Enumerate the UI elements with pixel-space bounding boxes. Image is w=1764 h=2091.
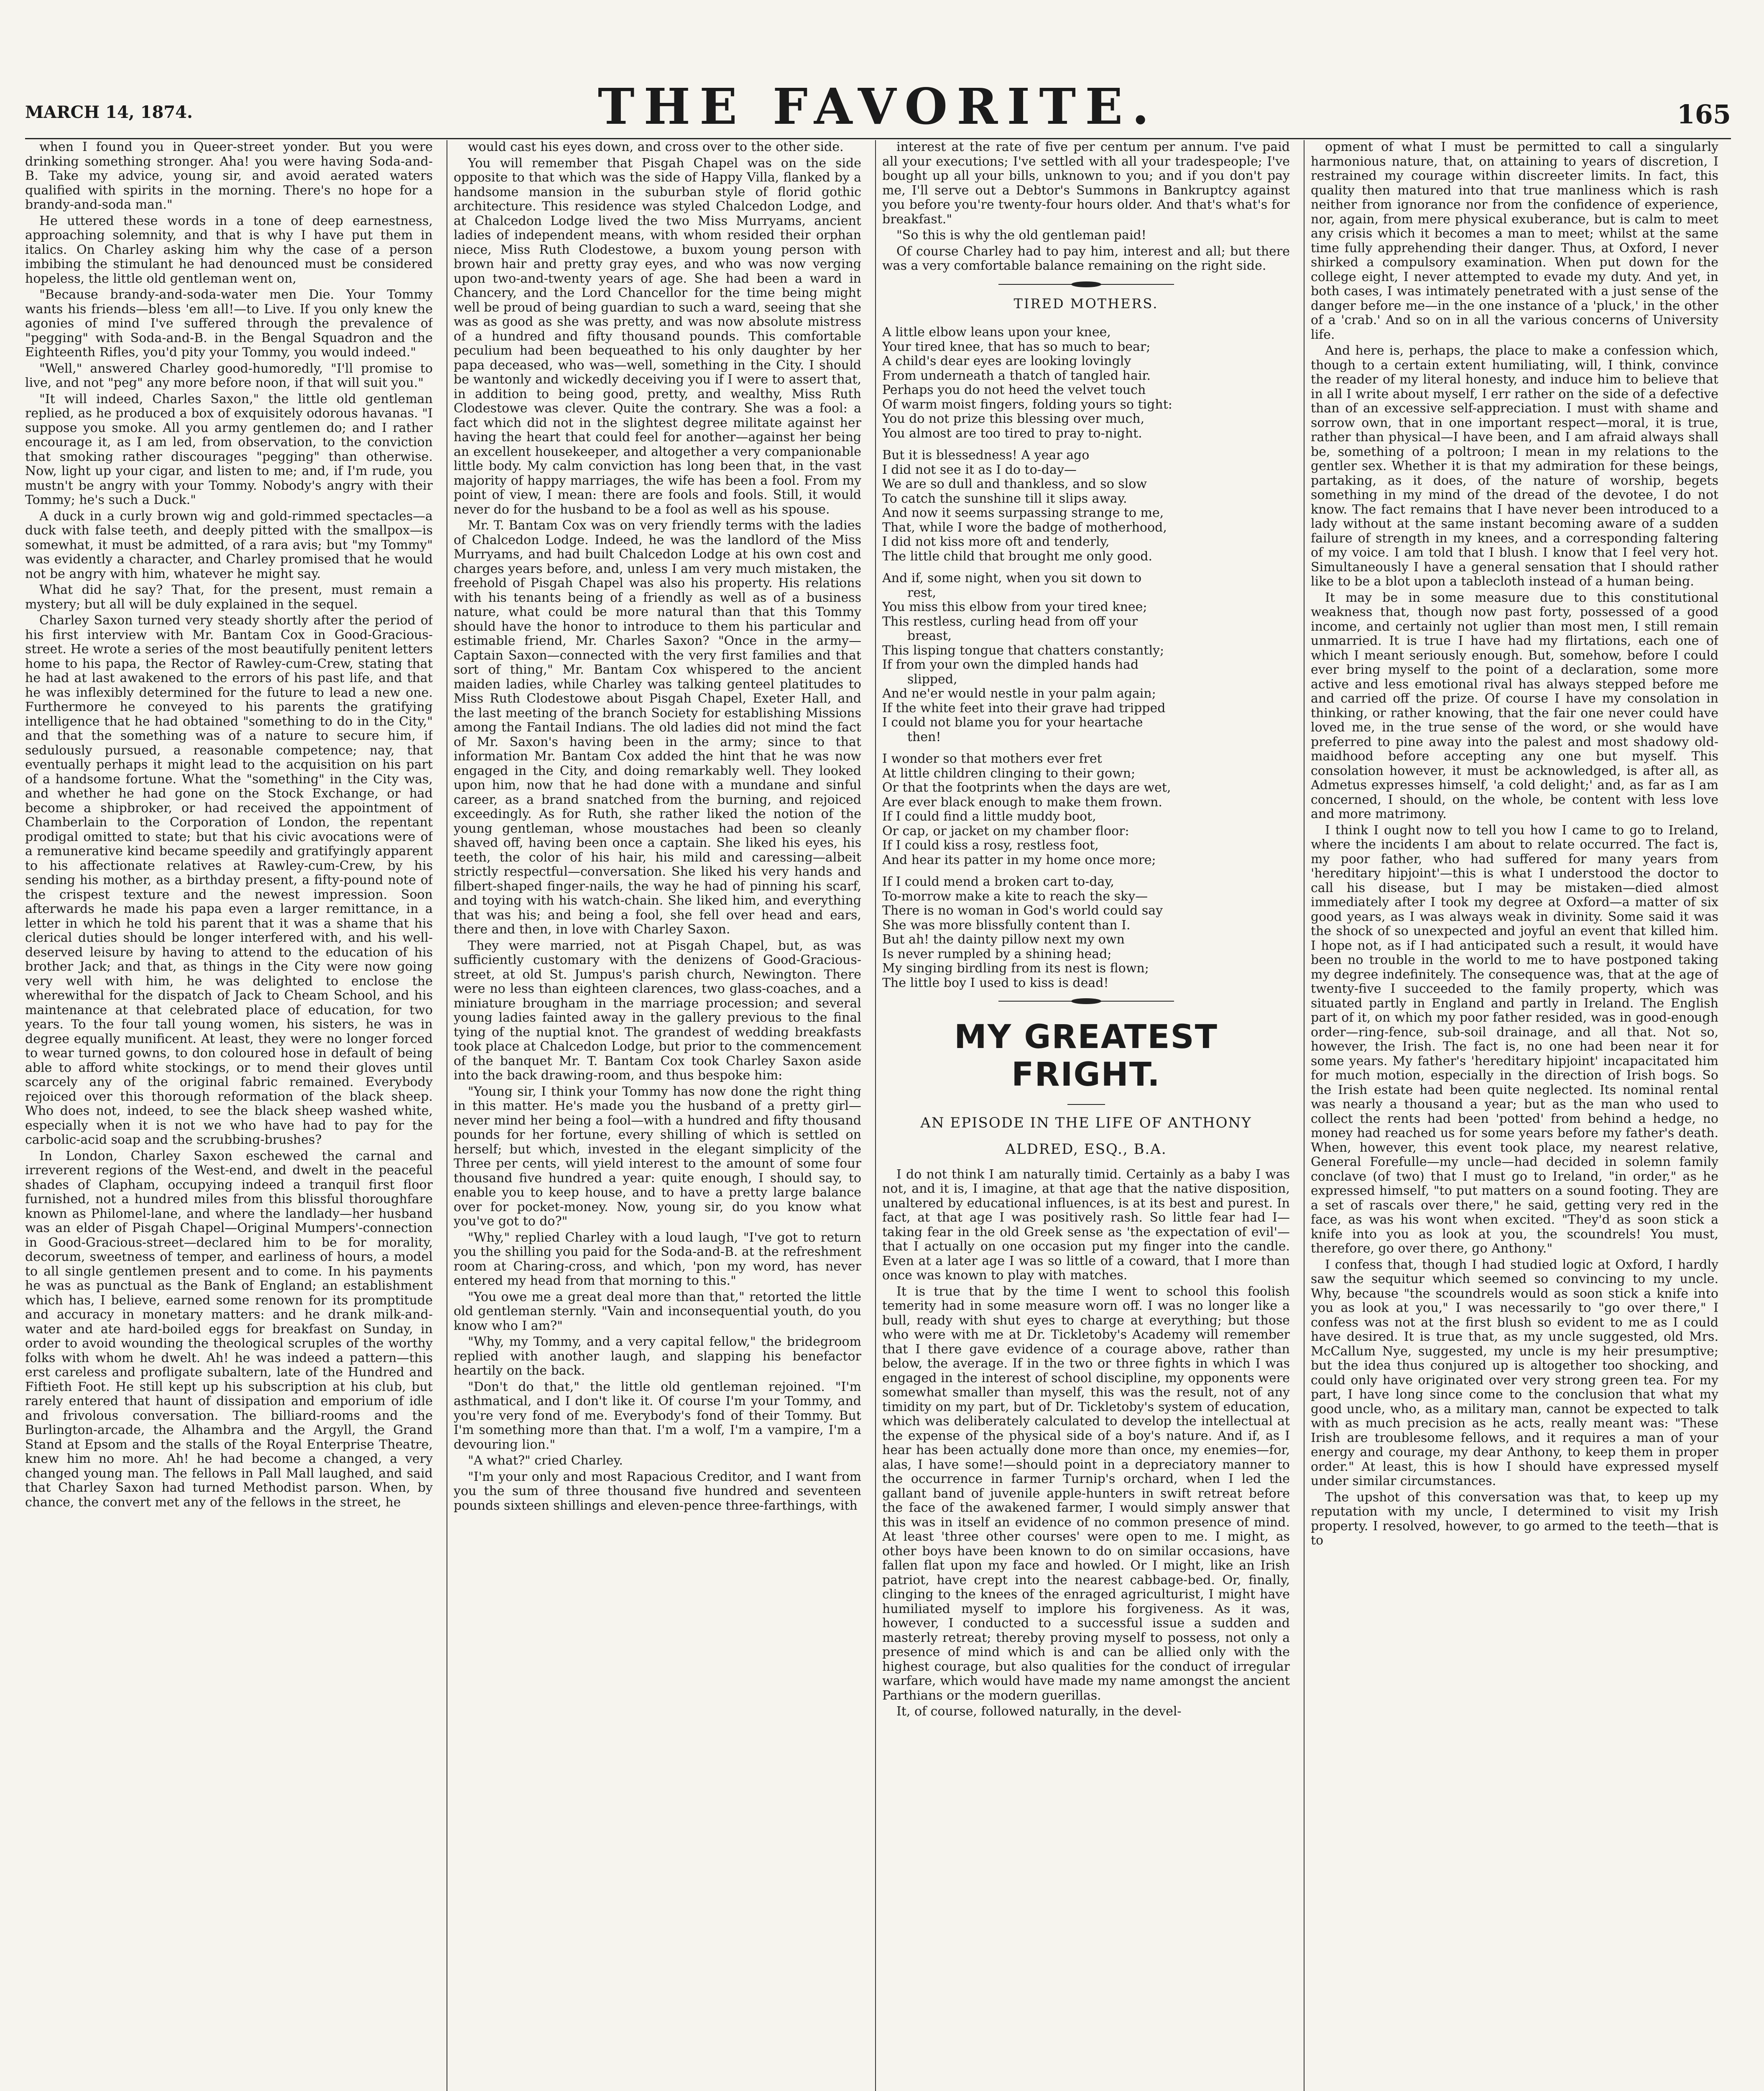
poem-line: I wonder so that mothers ever fret	[882, 752, 1102, 767]
column-2	[454, 140, 861, 2091]
page-number: 165	[1677, 99, 1731, 130]
poem-line: We are so dull and thankless, and so slow	[882, 477, 1147, 492]
story-conclusion	[882, 140, 1290, 274]
column-4	[1311, 140, 1718, 2091]
poem-line: She was more blissfully content than I.	[882, 918, 1131, 933]
poem-line: At little children clinging to their gown;	[882, 766, 1136, 781]
paragraph: The upshot of this conversation was that, to keep up my reputation with my uncle, I determined to visit my Irish property. I resolved, however, to go armed to the teeth—that is to	[1311, 1490, 1718, 1548]
poem-line: A child's dear eyes are looking lovingly	[882, 354, 1131, 369]
poem-line: then!	[907, 729, 941, 744]
poem-line: Your tired knee, that has so much to bear;	[882, 339, 1151, 354]
poem-line: From underneath a thatch of tangled hair.	[882, 368, 1151, 383]
masthead	[25, 77, 1731, 140]
story-subtitle: AN EPISODE IN THE LIFE OF ANTHONY	[920, 1114, 1252, 1131]
paragraph: "Young sir, I think your Tommy has now done the right thing in this matter. He's made you the husband of a pretty girl—never mind her being a fool—with a hundred and fifty thousand pounds for her fortune, every shilling of which is settled on herself; but which, invested in the elegant simplicity of the Three per cents, will yield interest to the amount of some four thousand five hundred a year: quite enough, I should say, to enable you to keep house, and to have a pretty large balance over for pocket-money. Now, young sir, do you know what you've got to do?"	[454, 1084, 861, 1229]
story-body	[882, 1168, 1290, 1719]
poem-stanza	[882, 325, 1290, 441]
poem-line: If I could find a little muddy boot,	[882, 809, 1096, 824]
paragraph: In London, Charley Saxon eschewed the carnal and irreverent regions of the West-end, and dwelt in the peaceful shades of Clapham, occupying indeed a tranquil first floor furnished, not a hundred miles from this blissful thoroughfare known as Philomel-lane, and where the landlady—her husband was an elder of Pisgah Chapel—Original Mumpers'-connection in Good-Gracious-street—declared him to be for morality, decorum, sweetness of temper, and earliness of hours, a model to all single gentlemen present and to come. In his payments he was as punctual as the Bank of England; an establishment which has, I believe, earned some renown for its promptitude and accuracy in monetary matters: and he drank milk-and-water and ate hard-boiled eggs for breakfast on Sunday, in order to avoid wounding the theological scruples of the worthy folks with whom he dwelt. Ah! he was indeed a pattern—this erst careless and profligate subaltern, late of the Hundred and Fiftieth Foot. He still kept up his subscription at his club, but rarely entered that haunt of dissipation and emporium of idle and frivolous conversation. The billiard-rooms and the Burlington-arcade, the Alhambra and the Argyll, the Grand Stand at Epsom and the stalls of the Royal Enterprise Theatre, knew him no more. Ah! he had become a changed, a very changed young man. The fellows in Pall Mall laughed, and said that Charley Saxon had turned Methodist parson. When, by chance, the convert met any of the fellows in the street, he	[25, 1148, 433, 1510]
poem-line: There is no woman in God's world could say	[882, 903, 1163, 918]
poem-line: You do not prize this blessing over much,	[882, 412, 1145, 427]
paragraph: I confess that, though I had studied logic at Oxford, I hardly saw the sequitur which seemed so convincing to my uncle. Why, because "the scoundrels would as soon stick a knife into you as look at you," I was necessarily to "go over there," I confess was not at the first blush so evident to me as I could have desired. It is true that, as my uncle suggested, old Mrs. McCallum Nye, suggested, my uncle is my heir presumptive; but the idea thus conjured up is altogether too shocking, and could only have originated over very strong green tea. For my part, I have long since come to the conclusion that what my good uncle, who, as a military man, cannot be expected to talk with as much precision as he acts, really meant was: "These Irish are troublesome fellows, and it requires a man of your energy and courage, my dear Anthony, to keep them in proper order." At least, this is how I should have expressed myself under similar circumstances.	[1311, 1257, 1718, 1488]
paragraph: would cast his eyes down, and cross over to the other side.	[468, 140, 844, 154]
poem-line: Perhaps you do not heed the velvet touch	[882, 383, 1146, 398]
paragraph: "Why, my Tommy, and a very capital fellow," the bridegroom replied with another laugh, and slapping his benefactor heartily on the back.	[454, 1334, 861, 1378]
poem-line: Is never rumpled by a shining head;	[882, 946, 1112, 961]
paragraph: interest at the rate of five per centum per annum. I've paid all your executions; I've settled with all your tradespeople; I've bought up all your bills, unknown to you; and if you don't pay me, I'll serve out a Debtor's Summons in Bankruptcy against you before you're twenty-four hours older. And that's what's for breakfast."	[882, 140, 1290, 227]
poem-line: I could not blame you for your heartache	[882, 715, 1143, 730]
ornamental-divider	[998, 281, 1174, 288]
newspaper-title: THE FAVORITE.	[597, 77, 1159, 135]
paragraph: "You owe me a great deal more than that," retorted the little old gentleman sternly. "Vain and inconsequential youth, do you know who I am?"	[454, 1289, 861, 1333]
paragraph: "I'm your only and most Rapacious Creditor, and I want from you the sum of three thousand five hundred and seventeen pounds sixteen shillings and eleven-pence three-farthings, with	[454, 1469, 861, 1513]
poem-line: If I could mend a broken cart to-day,	[882, 874, 1114, 890]
poem-line: But it is blessedness! A year ago	[882, 448, 1090, 463]
poem-line: You miss this elbow from your tired knee;	[882, 600, 1147, 615]
paragraph: "It will indeed, Charles Saxon," the little old gentleman replied, as he produced a box of exquisitely odorous havanas. "I suppose you smoke. All you army gentlemen do; and I rather encourage it, as I am led, from observation, to the conviction that smoking rather discourages "pegging" than otherwise. Now, light up your cigar, and listen to me; and, if I'm rude, you mustn't be angry with your Tommy. Nobody's angry with their Tommy; he's such a Duck."	[25, 391, 433, 507]
poem-line: To catch the sunshine till it slips away.	[882, 491, 1127, 506]
poem-stanza	[882, 752, 1290, 867]
poem-line: Of warm moist fingers, folding yours so tight:	[882, 397, 1172, 412]
poem-line: slipped,	[907, 672, 957, 687]
paragraph: Charley Saxon turned very steady shortly after the period of his first interview with Mr. Bantam Cox in Good-Gracious-street. He wrote a series of the most beautifully penitent letters home to his papa, the Rector of Rawley-cum-Crew, stating that he had at last awakened to the errors of his past life, and that he was inflexibly determined for the future to lead a new one. Furthermore he conveyed to his parents the gratifying intelligence that he had obtained "something to do in the City," and that the something was of a nature to secure him, if sedulously pursued, a reasonable competence; nay, that eventually perhaps it might lead to the acquisition on his part of a handsome fortune. What the "something" in the City was, and whether he had gone on the Stock Exchange, or had become a shipbroker, or had received the appointment of Chamberlain to the Corporation of London, the repentant prodigal omitted to state; but that his civic avocations were of a remunerative kind became speedily and gratifyingly apparent to his affectionate relatives at Rawley-cum-Crew, by his sending his mother, as a birthday present, a fifty-pound note of the crispest texture and the newest impression. Soon afterwards he made his papa even a larger remittance, in a letter in which he told his parent that it was a shame that his clerical duties should be longer interfered with, and his well-deserved leisure by having to attend to the education of his brother Jack; and that, as things in the City were now going very well with him, he was delighted to enclose the wherewithal for the dispatch of Jack to Cheam School, and his maintenance at that celebrated place of education, for two years. To the four tall young women, his sisters, he was in degree equally munificent. At least, they were no longer forced to wear turned gowns, to don coloured hose in default of being able to afford white stockings, or to mend their gloves until scarcely any of the original fabric remained. Everybody rejoiced over this thorough reformation of the black sheep. Who does not, indeed, to see the black sheep washed white, especially when it is not we who have had to pay for the carbolic-acid soap and the scrubbing-brushes?	[25, 613, 433, 1147]
paragraph: You will remember that Pisgah Chapel was on the side opposite to that which was the side of Happy Villa, flanked by a handsome mansion in the suburban style of florid gothic architecture. This residence was styled Chalcedon Lodge, and at Chalcedon Lodge lived the two Miss Murryams, ancient ladies of independent means, with whom resided their orphan niece, Miss Ruth Clodestowe, a buxom young person with brown hair and pretty gray eyes, and who was now verging upon two-and-twenty years of age. She had been a ward in Chancery, and the Lord Chancellor for the time being might well be proud of being guardian to such a ward, seeing that she was as good as she was pretty, and was now absolute mistress of a hundred and fifty thousand pounds. This comfortable peculium had been bequeathed to his only daughter by her papa deceased, who was—well, something in the City. I should be wantonly and wickedly deceiving you if I were to assert that, in addition to being good, pretty, and wealthy, Miss Ruth Clodestowe was clever. Quite the contrary. She was a fool: a fact which did not in the slightest degree militate against her having the heart that could feel for another—against her being an excellent housekeeper, and altogether a very companionable little body. My calm conviction has long been that, in the vast majority of happy marriages, the wife has been a fool. From my point of view, I mean: there are fools and fools. Still, it would never do for the husband to be a fool as well as his spouse.	[454, 156, 861, 517]
poem-line: If from your own the dimpled hands had	[882, 657, 1139, 672]
column-divider	[875, 140, 876, 2091]
poem-line: That, while I wore the badge of motherhood,	[882, 520, 1167, 535]
paragraph: "Because brandy-and-soda-water men Die. Your Tommy wants his friends—bless 'em all!—to Live. If you only knew the agonies of mind I've suffered through the prevalence of "pegging" with Soda-and-B. in the Bengal Squadron and the Eighteenth Rifles, you'd pity your Tommy, you would indeed."	[25, 287, 433, 360]
poem-line: rest,	[907, 585, 937, 600]
paragraph: opment of what I must be permitted to call a singularly harmonious nature, that, on attaining to years of discretion, I restrained my courage within discreeter limits. In fact, this quality then matured into that true manliness which is rash neither from ignorance nor from the confidence of experience, nor, again, from mere physical exuberance, but is calm to meet any crisis which it becomes a man to meet; whilst at the same time fully apprehending their danger. Thus, at Oxford, I never shirked a compulsory examination. When put down for the college eight, I never attempted to evade my duty. And yet, in both cases, I was intimately penetrated with a just sense of the danger before me—in the one instance of a 'pluck,' in the other of a 'crab.' And so on in all the various concerns of University life.	[1311, 140, 1718, 342]
poem-stanza	[882, 571, 1290, 744]
column-3	[882, 140, 1290, 2091]
poem-stanza	[882, 448, 1290, 564]
paragraph: "So this is why the old gentleman paid!	[896, 228, 1146, 243]
story-author: ALDRED, ESQ., B.A.	[1005, 1140, 1167, 1158]
paragraph: I think I ought now to tell you how I came to go to Ireland, where the incidents I am about to relate occurred. The fact is, my poor father, who had suffered for many years from 'hereditary hipjoint'—this is what I understood the doctor to call his disease, but I may be mistaken—died almost immediately after I took my degree at Oxford—a matter of six good years, as I was always weak in divinity. Some said it was the shock of so unexpected and joyful an event that killed him. I hope not, as if I had anticipated such a result, it would have been no trouble in the world to me to have postponed taking my degree indefinitely. The consequence was, that at the age of twenty-five I succeeded to the family property, which was situated partly in England and partly in Ireland. The English part of it, on which my poor father resided, was in good-enough order—ring-fence, sub-soil drainage, and all that. Not so, however, the Irish. The fact is, no one had been near it for some years. My father's 'hereditary hipjoint' incapacitated him for much motion, especially in the direction of Irish bogs. So the Irish estate had been quite neglected. Its nominal rental was nearly a thousand a year; but as the man who used to collect the rents had been 'potted' from behind a hedge, no money had reached us for some years before my father's death. When, however, this event took place, my nearest relative, General Forefulle—my uncle—had decided in solemn family conclave (of two) that I must go to Ireland, "in order," as he expressed himself, "to put matters on a sound footing. They are a set of rascals over there," he said, getting very red in the face, as was his wont when excited. "They'd as soon stick a knife into you as look at you, the scoundrels! You must, therefore, go over there, go Anthony."	[1311, 823, 1718, 1256]
paragraph: when I found you in Queer-street yonder. But you were drinking something stronger. Aha! you were having Soda-and-B. Take my advice, young sir, and avoid aerated waters qualified with spirits in the morning. There's no hope for a brandy-and-soda man."	[25, 140, 433, 212]
poem-line: And ne'er would nestle in your palm again;	[882, 686, 1156, 701]
poem-line: Are ever black enough to make them frown.	[882, 795, 1162, 810]
poem-line: And if, some night, when you sit down to	[882, 571, 1142, 586]
paragraph: It may be in some measure due to this constitutional weakness that, though now past forty, possessed of a good income, and certainly not uglier than most men, I still remain unmarried. It is true I have had my flirtations, each one of which I meant seriously enough. But, somehow, before I could ever bring myself to the point of a declaration, some more active and less emotional rival has always stepped before me and carried off the prize. Of course I have my consolation in thinking, or rather knowing, that the fair one never could have loved me, in the true sense of the word, or she would have preferred to pine away into the palest and most shadowy old-maidhood before accepting any one but myself. This consolation however, it must be acknowledged, is after all, as Admetus expresses himself, 'a cold delight;' and, as far as I am concerned, I should, on the whole, be content with less love and more matrimony.	[1311, 590, 1718, 821]
paragraph: "A what?" cried Charley.	[468, 1453, 623, 1468]
paragraph: Of course Charley had to pay him, interest and all; but there was a very comfortable balance remaining on the right side.	[882, 244, 1290, 273]
paragraph: What did he say? That, for the present, must remain a mystery; but all will be duly explained in the sequel.	[25, 583, 433, 612]
poem-line: You almost are too tired to pray to-night.	[882, 426, 1142, 441]
paragraph: A duck in a curly brown wig and gold-rimmed spectacles—a duck with false teeth, and deeply pitted with the smallpox—is somewhat, it must be admitted, of a rara avis; but "my Tommy" was evidently a character, and Charley promised that he would not be angry with him, whatever he might say.	[25, 509, 433, 581]
paragraph: And here is, perhaps, the place to make a confession which, though to a certain extent humiliating, will, I think, convince the reader of my literal honesty, and induce him to believe that in all I write about myself, I err rather on the side of a defective than of an excessive self-appreciation. I must with shame and sorrow own, that in one important respect—moral, it is true, rather than physical—I have been, and I am afraid always shall be, something of a poltroon; I mean in my relations to the gentler sex. Whether it is that my admiration for these beings, partaking, as it does, of the nature of worship, begets something in my mind of the dread of the devotee, I do not know. The fact remains that I have never been introduced to a lady without at the same instant becoming aware of a sudden failure of strength in my knees, and a corresponding faltering of my voice. I am told that I blush. I know that I feel very hot. Simultaneously I have a general sensation that I should rather like to be a blot upon a tablecloth instead of a human being.	[1311, 343, 1718, 589]
poem	[882, 325, 1290, 990]
poem-line: I did not see it as I do to-day—	[882, 462, 1077, 477]
poem-line: This lisping tongue that chatters constantly;	[882, 643, 1164, 658]
poem-line: But ah! the dainty pillow next my own	[882, 932, 1125, 947]
column-1	[25, 140, 433, 2091]
paragraph: It is true that by the time I went to school this foolish temerity had in some measure worn off. I was no longer like a bull, ready with shut eyes to charge at everything; but those who were with me at Dr. Tickletoby's Academy will remember that I there gave evidence of a courage above, rather than below, the average. If in the two or three fights in which I was engaged in the interest of school discipline, my opponents were somewhat smaller than myself, this was the result, not of any timidity on my part, but of Dr. Tickletoby's system of education, which was deliberately calculated to develop the intellectual at the expense of the physical side of a boy's nature. And if, as I hear has been actually done more than once, my enemies—for, alas, I have some!—should point in a depreciatory manner to the occurrence in farmer Turnip's orchard, when I led the gallant band of juvenile apple-hunters in swift retreat before the face of the awakened farmer, I would simply answer that this was in itself an evidence of no common presence of mind. At least 'three other courses' were open to me. I might, as other boys have been known to do on similar occasions, have fallen flat upon my face and howled. Or I might, like an Irish patriot, have crept into the nearest cabbage-bed. Or, finally, clinging to the knees of the enraged agriculturist, I might have humiliated myself to implore his forgiveness. As it was, however, I conducted to a successful issue a sudden and masterly retreat; thereby proving myself to possess, not only a presence of mind which is and can be allied only with the highest courage, but also qualities for the conduct of irregular warfare, which would have made my name amongst the ancient Parthians or the modern guerillas.	[882, 1284, 1290, 1703]
story-title: MY GREATEST FRIGHT.	[954, 1018, 1218, 1094]
poem-line: The little child that brought me only good.	[882, 549, 1153, 564]
poem-line: The little boy I used to kiss is dead!	[882, 975, 1109, 990]
poem-line: A little elbow leans upon your knee,	[882, 325, 1111, 340]
poem-line: If I could kiss a rosy, restless foot,	[882, 838, 1099, 853]
paragraph: "Don't do that," the little old gentleman rejoined. "I'm asthmatical, and I don't like it. Of course I'm your Tommy, and you're very fond of me. Everybody's fond of their Tommy. But I'm something more than that. I'm a wolf, I'm a vampire, I'm a devouring lion."	[454, 1379, 861, 1452]
poem-line: This restless, curling head from off your	[882, 614, 1138, 629]
paragraph: Mr. T. Bantam Cox was on very friendly terms with the ladies of Chalcedon Lodge. Indeed, he was the landlord of the Miss Murryams, and had built Chalcedon Lodge at his own cost and charges years before, and, unless I am very much mistaken, the freehold of Pisgah Chapel was also his property. His relations with his tenants being of a friendly as well as of a business nature, what could be more natural than that this Tommy should have the honor to introduce to them his particular and estimable friend, Mr. Charles Saxon? "Once in the army—Captain Saxon—connected with the very first families and that sort of thing," Mr. Bantam Cox whispered to the ancient maiden ladies, while Charley was talking genteel platitudes to Miss Ruth Clodestowe about Pisgah Chapel, Exeter Hall, and the last meeting of the branch Society for establishing Missions among the Fantail Indians. The old ladies did not mind the fact of Mr. Saxon's having been in the army; since to that information Mr. Bantam Cox added the hint that he was now engaged in the City, and doing remarkably well. They looked upon him, now that he had done with a mundane and sinful career, as a brand snatched from the burning, and rejoiced exceedingly. As for Ruth, she rather liked the notion of the young gentleman, whose moustaches had been so cleanly shaved off, having been once a captain. She liked his eyes, his teeth, the color of his hair, his mild and caressing—albeit strictly respectful—conversation. She liked his very hands and filbert-shaped finger-nails, the way he had of pinning his scarf, and toying with his watch-chain. She liked him, and everything that was his; and being a fool, she fell over head and ears, there and then, in love with Charley Saxon.	[454, 518, 861, 937]
paragraph: It, of course, followed naturally, in the devel-	[896, 1704, 1182, 1719]
paragraph: He uttered these words in a tone of deep earnestness, approaching solemnity, and that is why I have put them in italics. On Charley asking him why the case of a person imbibing the stimulant he had denounced must be considered hopeless, the little old gentleman went on,	[25, 213, 433, 286]
poem-line: breast,	[907, 629, 952, 644]
ornamental-divider	[998, 998, 1174, 1005]
paragraph: "Why," replied Charley with a loud laugh, "I've got to return you the shilling you paid for the Soda-and-B. at the refreshment room at Charing-cross, and which, 'pon my word, has never entered my head from that morning to this."	[454, 1230, 861, 1288]
title-rule	[1067, 1104, 1105, 1105]
poem-line: And now it seems surpassing strange to me,	[882, 506, 1164, 521]
issue-date: MARCH 14, 1874.	[25, 102, 193, 122]
poem-line: Or cap, or jacket on my chamber floor:	[882, 823, 1129, 838]
poem-line: To-morrow make a kite to reach the sky—	[882, 889, 1148, 904]
poem-line: If the white feet into their grave had tripped	[882, 700, 1166, 716]
paragraph: I do not think I am naturally timid. Certainly as a baby I was not, and it is, I imagine, at that age that the native disposition, unaltered by educational influences, is at its best and purest. In fact, at that age I was positively rash. So little fear had I—taking fear in the old Greek sense as 'the expectation of evil'—that I actually on one occasion put my finger into the candle. Even at a later age I was so little of a coward, that I more than once was known to play with matches.	[882, 1167, 1290, 1283]
paragraph: They were married, not at Pisgah Chapel, but, as was sufficiently customary with the denizens of Good-Gracious-street, at old St. Jumpus's parish church, Newington. There were no less than eighteen clarences, two glass-coaches, and a miniature brougham in the marriage procession; and several young ladies fainted away in the gallery previous to the final tying of the nuptial knot. The grandest of wedding breakfasts took place at Chalcedon Lodge, but prior to the commencement of the banquet Mr. T. Bantam Cox took Charley Saxon aside into the back drawing-room, and thus bespoke him:	[454, 938, 861, 1083]
poem-stanza	[882, 875, 1290, 990]
paragraph: "Well," answered Charley good-humoredly, "I'll promise to live, and not "peg" any more before noon, if that will suit you."	[25, 361, 433, 390]
poem-line: My singing birdling from its nest is flown;	[882, 961, 1149, 976]
poem-line: I did not kiss more oft and tenderly,	[882, 534, 1110, 550]
poem-line: Or that the footprints when the days are wet,	[882, 780, 1171, 795]
poem-title: TIRED MOTHERS.	[1013, 295, 1159, 312]
poem-line: And hear its patter in my home once more;	[882, 852, 1156, 867]
header-rule	[25, 138, 1731, 139]
